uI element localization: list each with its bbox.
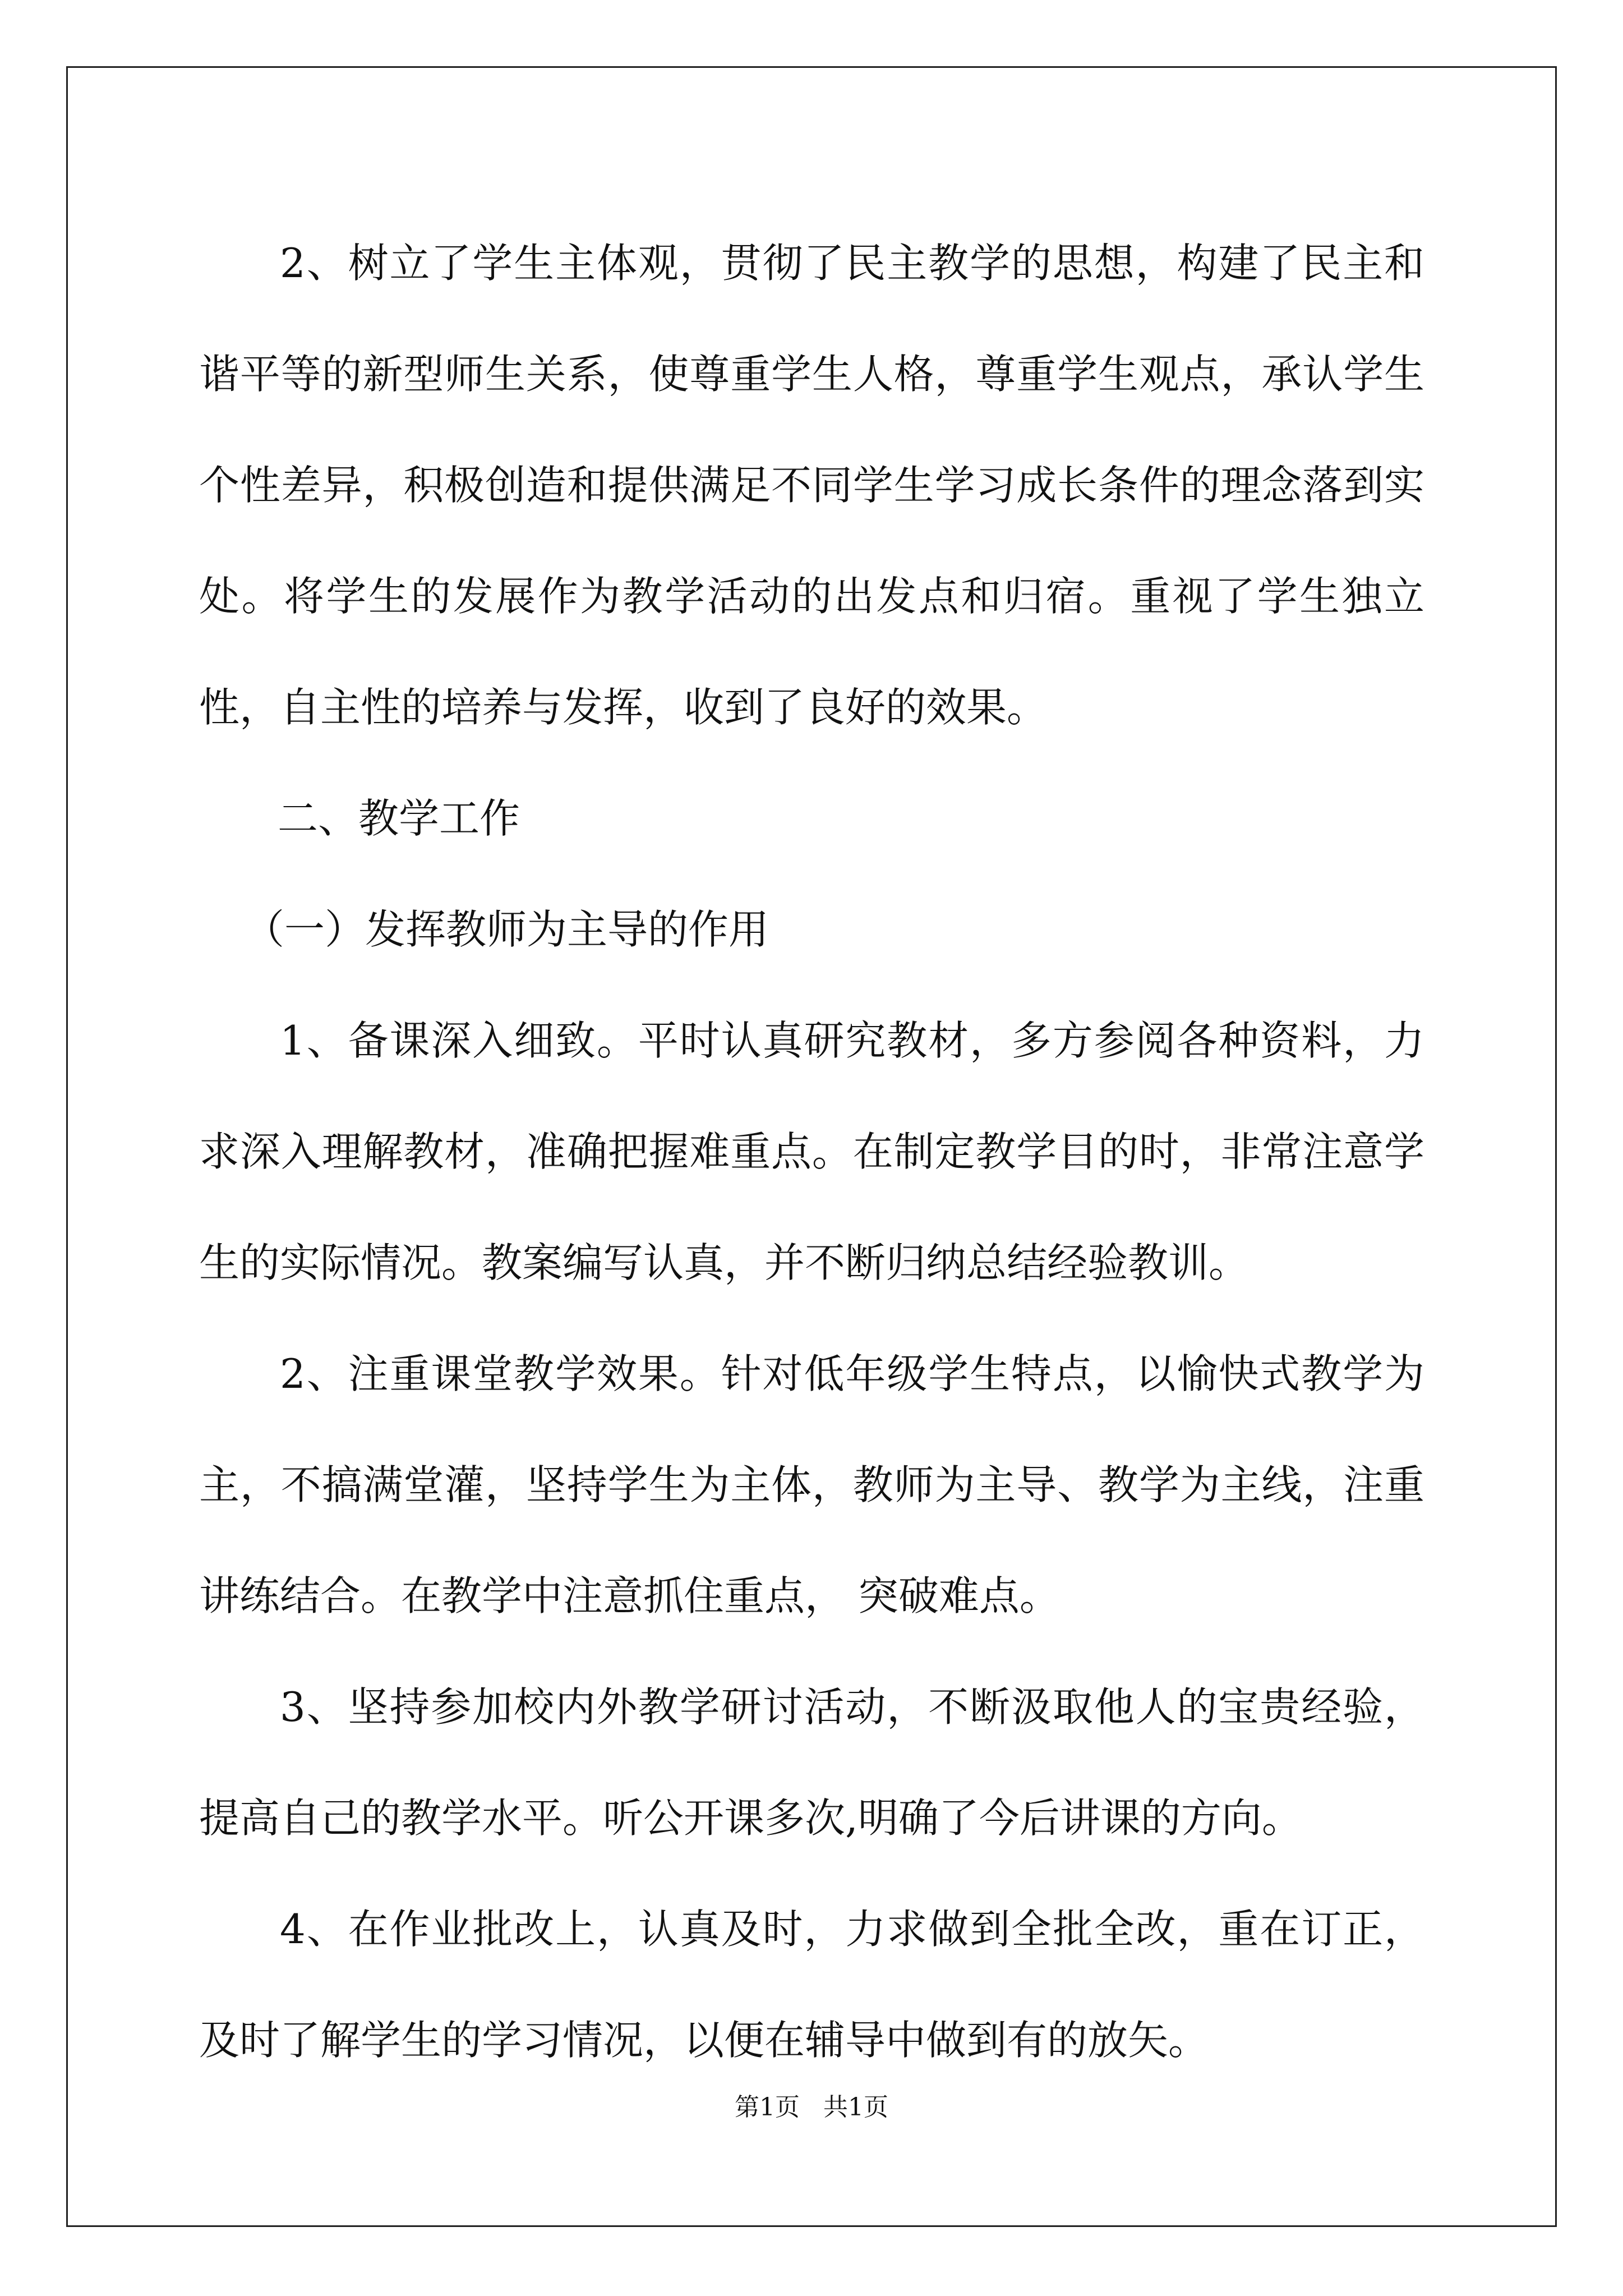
page-footer: 第1页 共1页 — [735, 2093, 888, 2122]
paragraph-1: 2、树立了学生主体观，贯彻了民主教学的思想，构建了民主和谐平等的新型师生关系，使尊重学生人格，尊重学生观点，承认学生个性差异，积极创造和提供满足不同学生学习成长条件的理念落到实处。将学生的发展作为教学活动的出发点和归宿。重视了学生独立性，自主性的培养与发挥，收到了良好的效果。 — [199, 240, 1424, 731]
paragraph-4: 1、备课深入细致。平时认真研究教材，多方参阅各种资料，力求深入理解教材，准确把握难重点。在制定教学目的时，非常注意学生的实际情况。教案编写认真，并不断归纳总结经验教训。 — [199, 1017, 1424, 1286]
subsection-heading: （一）发挥教师为主导的作用 — [244, 906, 769, 953]
paragraph-6: 3、坚持参加校内外教学研讨活动，不断汲取他人的宝贵经验，提高自己的教学水平。听公开课多次,明确了今后讲课的方向。 — [199, 1683, 1424, 1842]
section-heading: 二、教学工作 — [278, 795, 520, 842]
paragraph-5: 2、注重课堂教学效果。针对低年级学生特点，以愉快式教学为主，不搞满堂灌，坚持学生为主体，教师为主导、教学为主线，注重讲练结合。在教学中注意抓住重点， 突破难点。 — [199, 1350, 1424, 1619]
paragraph-7: 4、在作业批改上，认真及时，力求做到全批全改，重在订正，及时了解学生的学习情况，以便在辅导中做到有的放矢。 — [199, 1906, 1424, 2064]
document-body — [199, 208, 1424, 2096]
